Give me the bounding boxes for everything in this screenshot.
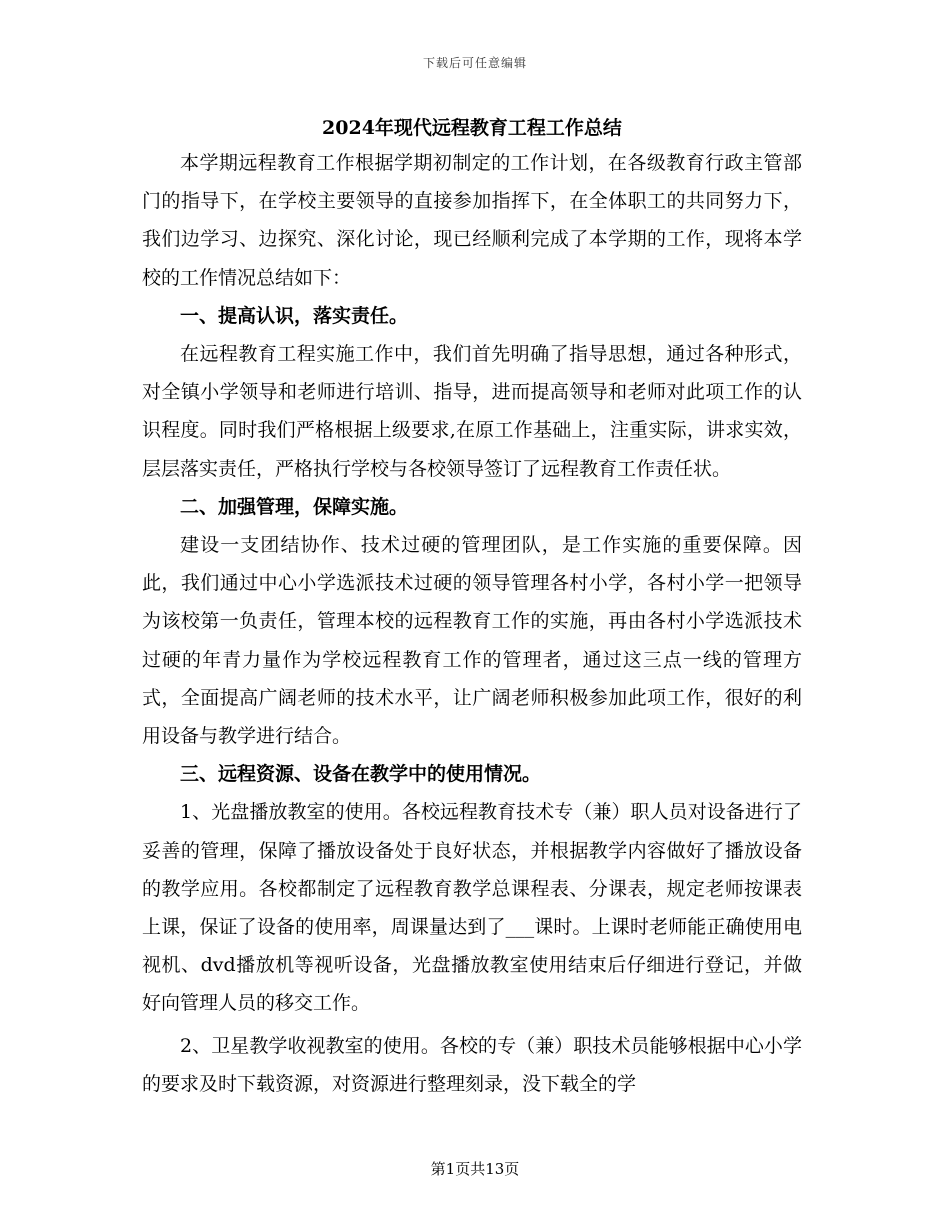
intro-paragraph: 本学期远程教育工作根据学期初制定的工作计划，在各级教育行政主管部门的指导下，在学校主要领导的直接参加指挥下，在全体职工的共同努力下，我们边学习、边探究、深化讨论，现已经顺利完成了本学期的工作，现将本学校的工作情况总结如下： (142, 152, 802, 289)
page-title: 2024年现代远程教育工程工作总结 (322, 117, 622, 139)
header-note: 下载后可任意编辑 (422, 56, 527, 70)
page-footer: 第1页共13页 (430, 1160, 520, 1178)
section-heading-3: 三、远程资源、设备在教学中的使用情况。 (180, 763, 542, 786)
section-3-item-1-paragraph: 1、光盘播放教室的使用。各校远程教育技术专（兼）职人员对设备进行了妥善的管理，保障了播放设备处于良好状态，并根据教学内容做好了播放设备的教学应用。各校都制定了远程教育教学总课程表、分课表，规定老师按课表上课，保证了设备的使用率，周课量达到了___课时。上课时老师能正确使用电视机、dvd播放机等视听设备，光盘播放教室使用结束后仔细进行登记，并做好向管理人员的移交工作。 (142, 801, 802, 1015)
section-1-paragraph: 在远程教育工程实施工作中，我们首先明确了指导思想，通过各种形式，对全镇小学领导和老师进行培训、指导，进而提高领导和老师对此项工作的认识程度。同时我们严格根据上级要求,在原工作基础上，注重实际，讲求实效，层层落实责任，严格执行学校与各校领导签订了远程教育工作责任状。 (142, 343, 802, 480)
document-body (142, 144, 802, 1103)
section-heading-2: 二、加强管理，保障实施。 (180, 495, 409, 518)
section-3-item-2-paragraph: 2、卫星教学收视教室的使用。各校的专（兼）职技术员能够根据中心小学的要求及时下载资源，对资源进行整理刻录，没下载全的学 (142, 1034, 802, 1095)
section-2-paragraph: 建设一支团结协作、技术过硬的管理团队，是工作实施的重要保障。因此，我们通过中心小学选派技术过硬的领导管理各村小学，各村小学一把领导为该校第一负责任，管理本校的远程教育工作的实施，再由各村小学选派技术过硬的年青力量作为学校远程教育工作的管理者，通过这三点一线的管理方式，全面提高广阔老师的技术水平，让广阔老师积极参加此项工作，很好的利用设备与教学进行结合。 (142, 534, 802, 748)
section-heading-1: 一、提高认识，落实责任。 (180, 304, 409, 327)
